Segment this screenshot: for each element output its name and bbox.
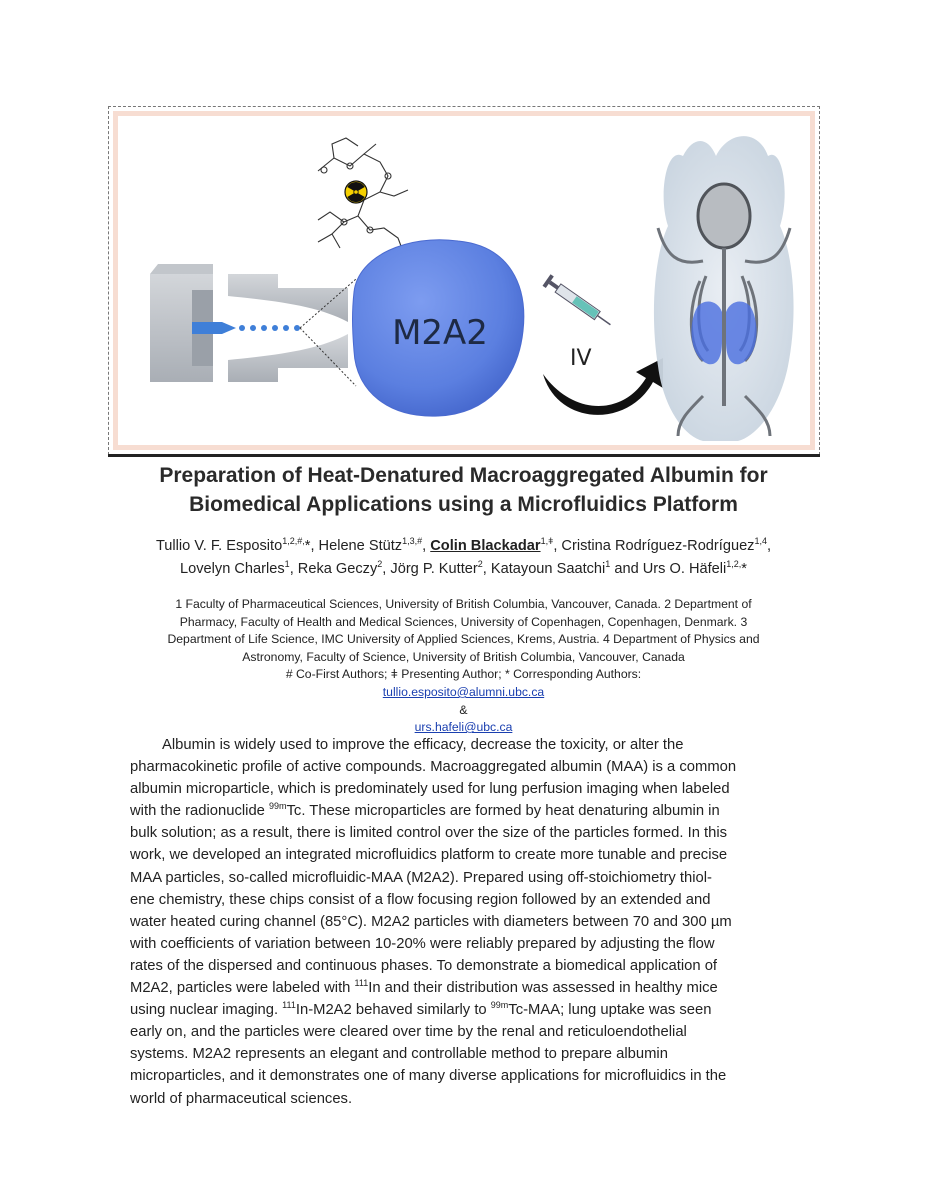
figure-bottom-rule — [108, 454, 820, 457]
affiliation-line: Astronomy, Faculty of Science, University of British Columbia, Vancouver, Canada — [242, 649, 685, 664]
abstract-line: MAA particles, so-called microfluidic-MAA (M2A2). Prepared using off-stoichiometry thiol- — [130, 869, 712, 886]
author-kutter: , Jörg P. Kutter — [382, 561, 478, 577]
abstract-line: with coefficients of variation between 10-20% were reliably prepared by adjusting the flow — [130, 935, 715, 952]
abstract-line: work, we developed an integrated microfluidics platform to create more tunable and precise — [130, 847, 728, 864]
iv-arrow-icon — [543, 358, 663, 415]
author-list — [70, 535, 857, 581]
abstract-line: Albumin is widely used to improve the efficacy, decrease the toxicity, or alter the — [162, 737, 684, 753]
m2a2-particle — [353, 240, 524, 416]
iv-label: IV — [570, 346, 592, 371]
title-line-1: Preparation of Heat-Denatured Macroaggregated Albumin for — [159, 464, 768, 487]
abstract-line: M2A2, particles were labeled with $^{111}$In and their distribution was assessed in healthy mice — [130, 978, 718, 997]
graphical-abstract-frame — [108, 106, 820, 455]
presenting-author: Colin Blackadar — [430, 538, 541, 554]
author-line-2: Lovelyn Charles$^1$, Reka Geczy$^2$, Jörg P. Kutter$^2$, Katayoun Saatchi$^1$ and Urs O. Häfeli$^{1,2,}$* — [180, 559, 747, 577]
abstract-line: bulk solution; as a result, there is limited control over the size of the particles formed. In this — [130, 825, 728, 842]
chip-top-wall — [213, 274, 348, 322]
affiliation-line: Department of Life Science, IMC University of Applied Sciences, Krems, Austria. 4 Department of Physics and — [167, 632, 760, 647]
abstract-line: early on, and the particles were cleared over time by the renal and reticuloendothelial — [130, 1024, 687, 1041]
title-line-2: Biomedical Applications using a Microfluidics Platform — [189, 493, 738, 516]
email-link-esposito[interactable]: tullio.esposito@alumni.ubc.ca — [382, 684, 545, 699]
author-geczy: , Reka Geczy — [289, 561, 378, 577]
abstract-line: systems. M2A2 represents an elegant and controllable method to prepare albumin — [130, 1046, 668, 1063]
corresponding-line: # Co-First Authors; ǂ Presenting Author; * Corresponding Authors: tullio.esposito@alumni.ubc.ca & — [285, 667, 642, 717]
abstract-line: world of pharmaceutical sciences. — [130, 1090, 353, 1107]
author-charles: Lovelyn Charles — [180, 561, 285, 577]
paper-title — [60, 461, 867, 519]
mouse-imaging — [654, 136, 794, 441]
abstract-line: microparticles, and it demonstrates one of many diverse applications for microfluidics in the — [130, 1068, 727, 1085]
abstract-line: pharmacokinetic profile of active compounds. Macroaggregated albumin (MAA) is a common — [130, 759, 737, 776]
author-hafeli: and Urs O. Häfeli — [610, 561, 727, 577]
radiation-icon — [345, 181, 367, 203]
abstract-line: water heated curing channel (85°C). M2A2 particles with diameters between 70 and 300 µm — [130, 913, 732, 930]
author-rodriguez: , Cristina Rodríguez-Rodríguez — [553, 538, 755, 554]
author-stutz: , Helene Stütz — [310, 538, 403, 554]
email-link-hafeli[interactable]: urs.hafeli@ubc.ca — [414, 720, 513, 735]
graphical-abstract-inner — [113, 111, 815, 450]
abstract-line: with the radionuclide $^{99m}$Tc. These microparticles are formed by heat denaturing albumin in — [130, 801, 720, 820]
syringe-icon — [543, 274, 615, 330]
affiliation-line: 1 Faculty of Pharmaceutical Sciences, University of British Columbia, Vancouver, Canada. 2 Department of — [175, 597, 752, 611]
graphical-abstract — [118, 116, 810, 445]
chip-bottom-wall — [213, 334, 348, 382]
abstract-line: using nuclear imaging. $^{111}$In-M2A2 behaved similarly to $^{99m}$Tc-MAA; lung uptake was seen — [130, 1000, 712, 1019]
channel-inlet — [192, 322, 222, 334]
affiliation-line: Pharmacy, Faculty of Health and Medical Sciences, University of Copenhagen, Copenhagen, Denmark. 3 — [179, 614, 748, 629]
abstract-line: ene chemistry, these chips consist of a flow focusing region followed by an extended and — [130, 891, 711, 908]
particle-label: M2A2 — [392, 313, 488, 353]
author-line-1: Tullio V. F. Esposito$^{1,2,\#,}$*, Helene Stütz$^{1,3,\#}$, Colin Blackadar$^{1,ǂ}$, Cristina Rodríguez-Rodríguez$^{1,4}$, — [155, 536, 772, 554]
abstract-line: albumin microparticle, which is predominately used for lung perfusion imaging when labeled — [130, 781, 730, 798]
abstract-body — [130, 734, 820, 1110]
author-esposito: Tullio V. F. Esposito — [155, 538, 283, 554]
affiliations — [110, 596, 817, 737]
abstract-line: rates of the dispersed and continuous phases. To demonstrate a biomedical application of — [130, 957, 718, 974]
droplet-train — [239, 325, 300, 331]
microfluidic-chip — [150, 264, 356, 386]
author-saatchi: , Katayoun Saatchi — [482, 561, 606, 577]
